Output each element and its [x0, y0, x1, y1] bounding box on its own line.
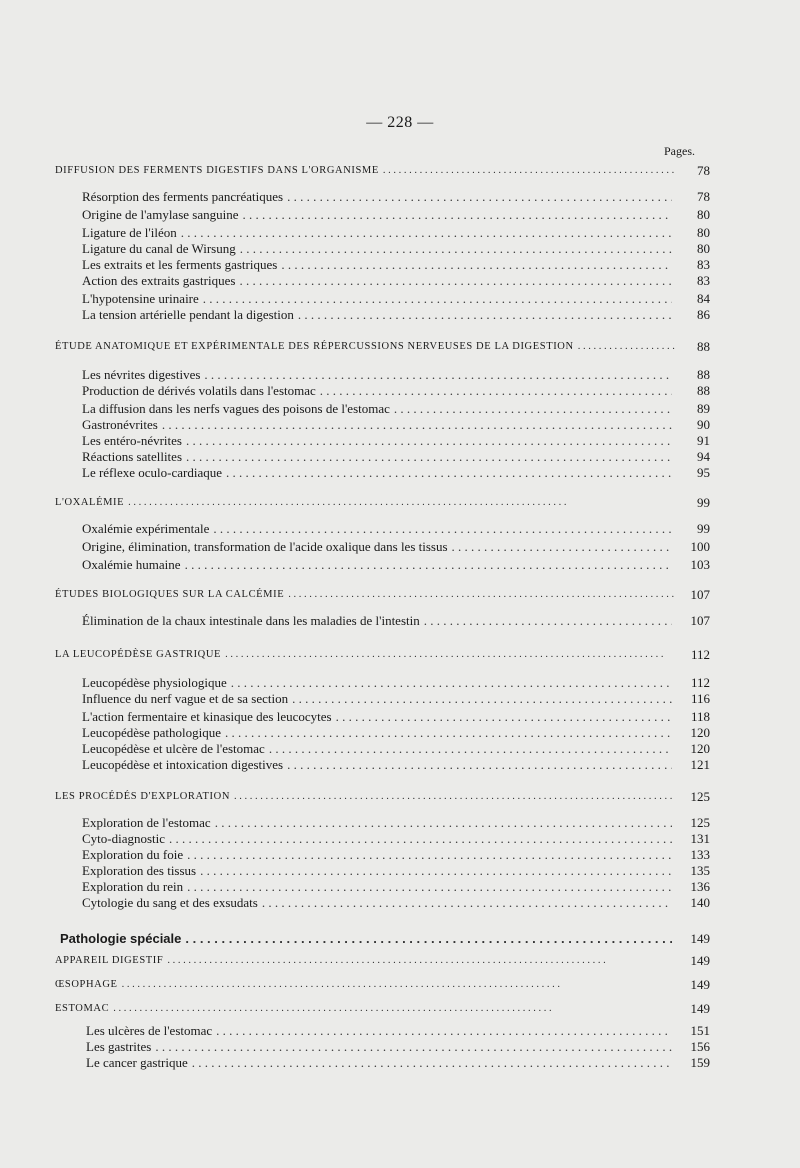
- toc-entry-title: Origine de l'amylase sanguine: [82, 207, 239, 222]
- toc-entry-page: 80: [697, 207, 710, 222]
- toc-entry-page: 88: [697, 367, 710, 382]
- toc-entry-page: 135: [690, 863, 710, 878]
- toc-entry-title: Élimination de la chaux intestinale dans les maladies de l'intestin: [82, 613, 420, 628]
- toc-entry-title: LES PROCÉDÉS D'EXPLORATION: [55, 791, 231, 802]
- toc-entry-title: L'hypotensine urinaire: [82, 291, 199, 306]
- toc-entry-page: 136: [690, 879, 710, 894]
- toc-entry-page: 91: [697, 433, 710, 448]
- toc-entry-title: Le cancer gastrique: [86, 1055, 188, 1070]
- toc-entry-page: 99: [697, 521, 710, 536]
- dot-leader: [225, 646, 675, 664]
- toc-entry-page: 107: [690, 613, 710, 628]
- dot-leader: [122, 976, 675, 994]
- toc-entry: [0, 976, 800, 994]
- toc-entry-title: Leucopédèse pathologique: [82, 725, 221, 740]
- toc-entry-title: Gastronévrites: [82, 417, 158, 432]
- toc-entry-page: 131: [690, 831, 710, 846]
- toc-entry-page: 80: [697, 225, 710, 240]
- toc-entry-page: 118: [690, 709, 710, 724]
- dot-leader: [167, 952, 675, 970]
- toc-entry-title: Le réflexe oculo-cardiaque: [82, 465, 223, 480]
- dot-leader: [185, 930, 672, 948]
- toc-entry-page: 84: [697, 291, 710, 306]
- toc-entry-title: APPAREIL DIGESTIF: [55, 955, 164, 966]
- toc-entry-title: ŒSOPHAGE: [55, 979, 118, 990]
- toc-entry: [0, 272, 800, 290]
- toc-entry: [0, 188, 800, 206]
- toc-entry: [0, 494, 800, 512]
- toc-entry: [0, 788, 800, 806]
- toc-entry-title: Exploration des tissus: [82, 863, 197, 878]
- toc-entry-title: LA LEUCOPÉDÈSE GASTRIQUE: [55, 649, 222, 660]
- toc-entry-title: Leucopédèse et ulcère de l'estomac: [82, 741, 265, 756]
- dot-leader: [239, 272, 672, 290]
- toc-entry: [0, 894, 800, 912]
- toc-entry-page: 78: [697, 189, 710, 204]
- toc-entry-title: Action des extraits gastriques: [82, 273, 236, 288]
- toc-entry: [0, 952, 800, 970]
- toc-entry-page: 121: [690, 757, 710, 772]
- toc-entry-title: Exploration du rein: [82, 879, 184, 894]
- toc-entry-title: Les névrites digestives: [82, 367, 201, 382]
- toc-entry-page: 100: [690, 539, 710, 554]
- toc-entry-title: Leucopédèse et intoxication digestives: [82, 757, 284, 772]
- toc-entry: [0, 206, 800, 224]
- toc-entry: [0, 1000, 800, 1018]
- toc-entry-page: 90: [697, 417, 710, 432]
- toc-entry-page: 78: [697, 163, 710, 178]
- toc-entry-page: 88: [697, 383, 710, 398]
- toc-entry-title: Les entéro-névrites: [82, 433, 182, 448]
- toc-entry-page: 112: [690, 675, 710, 690]
- toc-entry-title: Résorption des ferments pancréatiques: [82, 189, 284, 204]
- toc-entry: [0, 162, 800, 180]
- toc-entry-title: Les ulcères de l'estomac: [86, 1023, 213, 1038]
- toc-entry-title: ESTOMAC: [55, 1003, 110, 1014]
- toc-entry-page: 125: [690, 789, 710, 804]
- toc-entry-page: 89: [697, 401, 710, 416]
- toc-entry-title: Les extraits et les ferments gastriques: [82, 257, 278, 272]
- toc-entry-title: Ligature du canal de Wirsung: [82, 241, 236, 256]
- toc-entry-title: ÉTUDE ANATOMIQUE ET EXPÉRIMENTALE DES RÉPERCUSSIONS NERVEUSES DE LA DIGESTION: [55, 341, 574, 352]
- dot-leader: [243, 206, 673, 224]
- dot-leader: [288, 586, 675, 604]
- toc-entry-page: 149: [690, 977, 710, 992]
- toc-entry-title: Pathologie spéciale: [60, 931, 182, 946]
- toc-entry-title: Oxalémie expérimentale: [82, 521, 210, 536]
- toc-entry-page: 120: [690, 725, 710, 740]
- toc-entry: [0, 382, 800, 400]
- dot-leader: [452, 538, 672, 556]
- dot-leader: [287, 756, 672, 774]
- toc-entry: [0, 520, 800, 538]
- dot-leader: [298, 306, 672, 324]
- toc-entry-title: Origine, élimination, transformation de l'acide oxalique dans les tissus: [82, 539, 448, 554]
- pages-column-label: Pages.: [664, 144, 695, 158]
- toc-entry-page: 116: [690, 691, 710, 706]
- toc-entry-page: 103: [690, 557, 710, 572]
- toc-entry-page: 140: [690, 895, 710, 910]
- toc-entry: [0, 930, 800, 948]
- toc-entry: [0, 538, 800, 556]
- toc-entry-title: Ligature de l'iléon: [82, 225, 177, 240]
- toc-entry-title: Production de dérivés volatils dans l'estomac: [82, 383, 316, 398]
- dot-leader: [185, 556, 672, 574]
- dot-leader: [128, 494, 675, 512]
- toc-entry-title: Leucopédèse physiologique: [82, 675, 227, 690]
- toc-entry: [0, 646, 800, 664]
- dot-leader: [424, 612, 672, 630]
- dot-leader: [578, 338, 675, 356]
- toc-entry-page: 107: [690, 587, 710, 602]
- toc-entry-page: 86: [697, 307, 710, 322]
- toc-entry-page: 149: [690, 931, 710, 946]
- toc-entry-page: 120: [690, 741, 710, 756]
- dot-leader: [192, 1054, 672, 1072]
- dot-leader: [262, 894, 672, 912]
- toc-entry-page: 83: [697, 273, 710, 288]
- dot-leader: [226, 464, 672, 482]
- toc-entry: [0, 464, 800, 482]
- toc-entry-title: ÉTUDES BIOLOGIQUES SUR LA CALCÉMIE: [55, 589, 285, 600]
- toc-entry-page: 99: [697, 495, 710, 510]
- toc-entry-page: 149: [690, 1001, 710, 1016]
- toc-entry-title: Réactions satellites: [82, 449, 183, 464]
- toc-entry-page: 88: [697, 339, 710, 354]
- toc-entry: [0, 306, 800, 324]
- dot-leader: [292, 690, 672, 708]
- toc-entry-page: 95: [697, 465, 710, 480]
- toc-entry-page: 83: [697, 257, 710, 272]
- toc-entry-title: Exploration du foie: [82, 847, 184, 862]
- toc-entry-title: L'action fermentaire et kinasique des leucocytes: [82, 709, 332, 724]
- toc-entry-page: 149: [690, 953, 710, 968]
- dot-leader: [383, 162, 675, 180]
- toc-entry-title: L'OXALÉMIE: [55, 497, 125, 508]
- toc-entry-page: 156: [690, 1039, 710, 1054]
- toc-entry-title: La tension artérielle pendant la digestion: [82, 307, 294, 322]
- toc-entry-page: 159: [690, 1055, 710, 1070]
- toc-entry-title: DIFFUSION DES FERMENTS DIGESTIFS DANS L'ORGANISME: [55, 165, 379, 176]
- dot-leader: [320, 382, 672, 400]
- toc-entry-page: 125: [690, 815, 710, 830]
- toc-entry: [0, 690, 800, 708]
- dot-leader: [113, 1000, 675, 1018]
- toc-entry-title: Influence du nerf vague et de sa section: [82, 691, 289, 706]
- dot-leader: [287, 188, 672, 206]
- toc-entry: [0, 586, 800, 604]
- toc-entry-title: Oxalémie humaine: [82, 557, 181, 572]
- toc-entry-page: 112: [690, 647, 710, 662]
- toc-entry-title: Exploration de l'estomac: [82, 815, 211, 830]
- toc-entry-title: La diffusion dans les nerfs vagues des poisons de l'estomac: [82, 401, 390, 416]
- toc-entry: [0, 1054, 800, 1072]
- toc-entry-title: Cyto-diagnostic: [82, 831, 166, 846]
- toc-entry-page: 151: [690, 1023, 710, 1038]
- toc-entry: [0, 612, 800, 630]
- toc-entry-page: 133: [690, 847, 710, 862]
- toc-entry-page: 94: [697, 449, 710, 464]
- dot-leader: [234, 788, 675, 806]
- toc-entry-title: Les gastrites: [86, 1039, 152, 1054]
- toc-entry: [0, 338, 800, 356]
- dot-leader: [213, 520, 672, 538]
- page-number: — 228 —: [366, 114, 434, 131]
- toc-entry: [0, 756, 800, 774]
- toc-entry-page: 80: [697, 241, 710, 256]
- toc-entry-title: Cytologie du sang et des exsudats: [82, 895, 258, 910]
- toc-entry: [0, 556, 800, 574]
